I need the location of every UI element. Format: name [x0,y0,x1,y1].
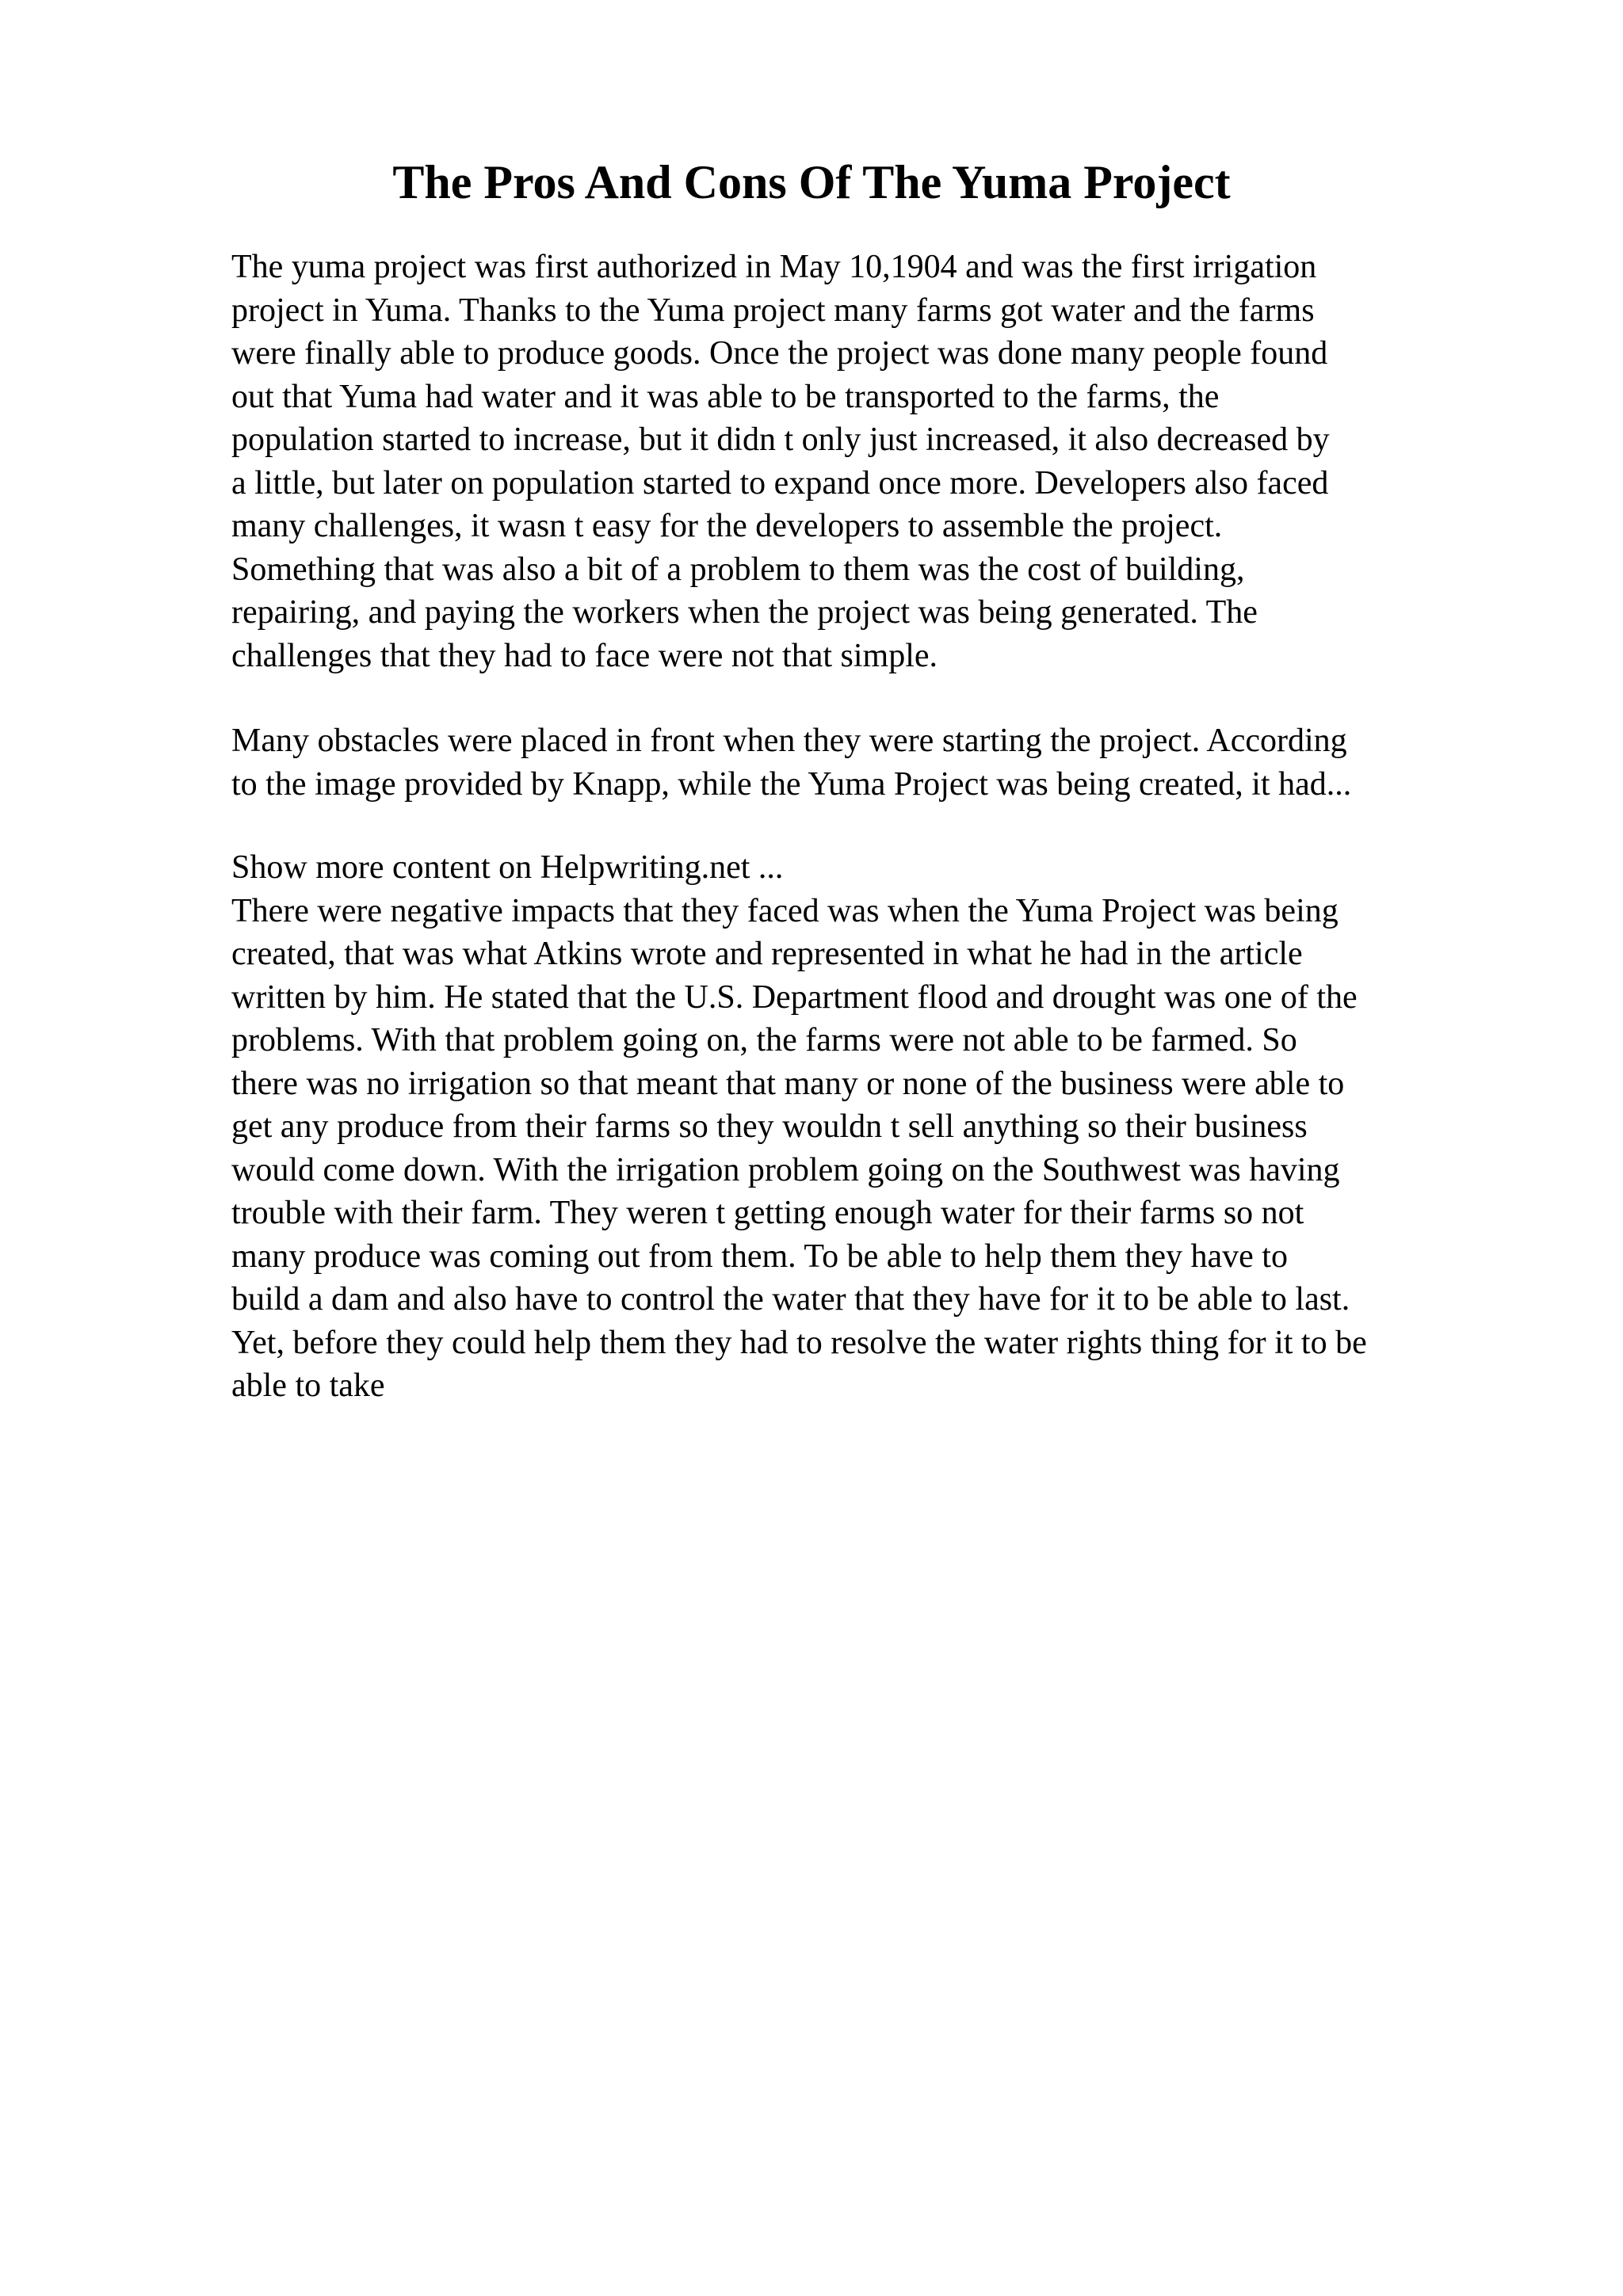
text-line: problems. With that problem going on, the farms were not able to be farmed. So [231,1022,1297,1058]
text-line: get any produce from their farms so they wouldn t sell anything so their business [231,1108,1308,1145]
text-line: Many obstacles were placed in front when they were starting the project. According [231,723,1347,759]
text-line: project in Yuma. Thanks to the Yuma project many farms got water and the farms [231,292,1315,329]
text-line: repairing, and paying the workers when the project was being generated. The [231,594,1258,631]
paragraph-intro [231,246,1531,677]
text-line: trouble with their farm. They weren t getting enough water for their farms so not [231,1195,1304,1231]
text-line: Yet, before they could help them they had to resolve the water rights thing for it to be [231,1324,1367,1361]
text-line: able to take [231,1367,385,1404]
text-line: out that Yuma had water and it was able to be transported to the farms, the [231,378,1220,415]
text-line: Something that was also a bit of a problem to them was the cost of building, [231,551,1245,588]
text-line: would come down. With the irrigation problem going on the Southwest was having [231,1151,1340,1188]
text-line: build a dam and also have to control the water that they have for it to be able to last. [231,1281,1350,1318]
text-line: written by him. He stated that the U.S. Department flood and drought was one of the [231,978,1358,1016]
text-line: challenges that they had to face were not that simple. [231,637,938,674]
paragraph-negative-impacts [231,846,1531,1408]
text-line: to the image provided by Knapp, while the Yuma Project was being created, it had... [231,765,1352,803]
text-line: population started to increase, but it didn t only just increased, it also decreased by [231,421,1330,458]
text-line: many challenges, it wasn t easy for the developers to assemble the project. [231,508,1223,544]
text-line: The yuma project was first authorized in May 10,1904 and was the first irrigation [231,249,1317,285]
text-line: many produce was coming out from them. To be able to help them they have to [231,1238,1288,1275]
paragraph-obstacles [231,719,1531,806]
text-line: There were negative impacts that they faced was when the Yuma Project was being [231,892,1338,929]
document-title: The Pros And Cons Of The Yuma Project [392,156,1231,208]
text-line: created, that was what Atkins wrote and represented in what he had in the article [231,936,1303,972]
show-more-link[interactable]: Show more content on Helpwriting.net ... [231,849,784,886]
text-line: were finally able to produce goods. Once the project was done many people found [231,335,1328,372]
text-line: there was no irrigation so that meant that many or none of the business were able to [231,1065,1345,1102]
text-line: a little, but later on population started to expand once more. Developers also faced [231,464,1329,502]
